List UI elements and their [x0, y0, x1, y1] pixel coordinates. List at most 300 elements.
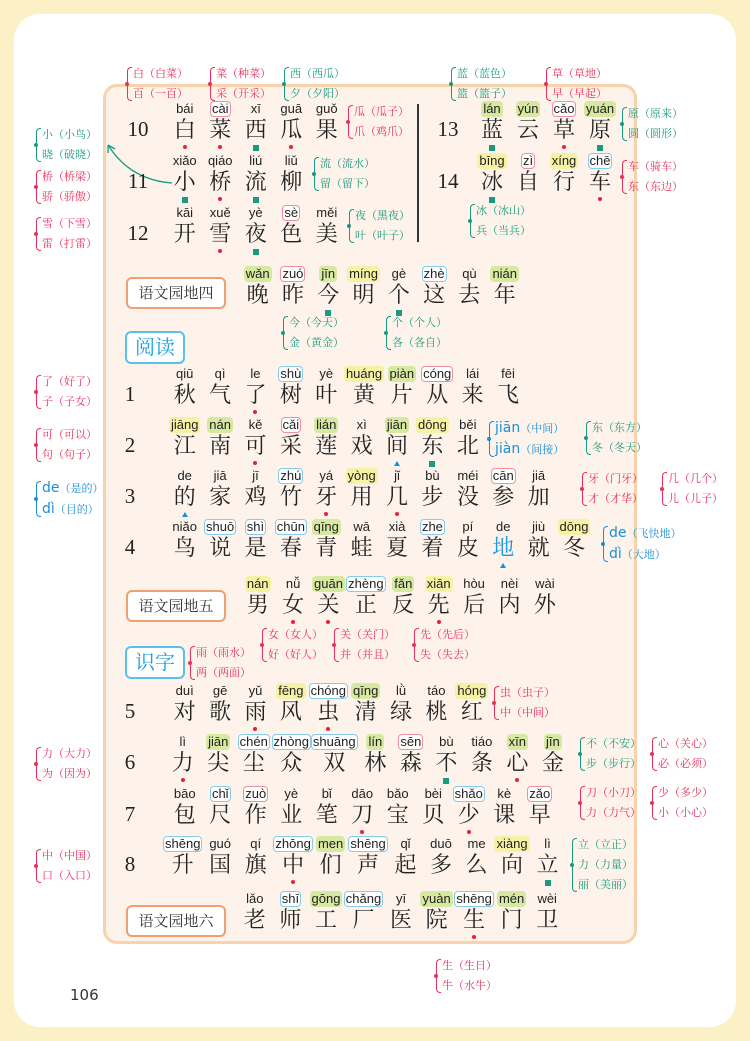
- hanzi: 卫: [536, 908, 559, 933]
- note-char: 力: [42, 747, 53, 760]
- note-char: 少: [658, 786, 669, 799]
- note-line: [457, 84, 512, 104]
- pinyin: lán: [483, 101, 501, 116]
- red-dot-icon: [181, 778, 185, 782]
- note-word: （女人）: [279, 628, 323, 641]
- note-line: [42, 145, 97, 165]
- pinyin: liú: [249, 153, 263, 168]
- note-char: 冬: [592, 441, 603, 454]
- pinyin: hòu: [463, 576, 485, 591]
- hanzi: 行: [552, 170, 575, 195]
- word-note: [662, 469, 723, 509]
- hanzi: 采: [279, 434, 302, 459]
- char-row-11: [167, 153, 309, 197]
- word-note: [470, 201, 531, 241]
- pinyin: zuó: [282, 266, 304, 281]
- note-line: [42, 214, 97, 234]
- note-line: [500, 683, 555, 703]
- hanzi: 内: [498, 593, 521, 618]
- hanzi: 雪: [209, 222, 232, 247]
- char-cell: [546, 153, 582, 197]
- note-line: [658, 803, 713, 823]
- word-note: [284, 64, 345, 104]
- note-char: 圆: [628, 127, 639, 140]
- pinyin: xī: [250, 101, 261, 116]
- row-number: 12: [127, 221, 149, 245]
- pinyin: xià: [388, 519, 406, 534]
- note-line: [320, 154, 375, 174]
- note-word: （早起）: [563, 87, 607, 100]
- note-word: （子女）: [53, 395, 97, 408]
- section-garden-6: 语文园地六: [126, 905, 226, 937]
- hanzi: 宝: [386, 803, 409, 828]
- pinyin: yī: [395, 891, 407, 906]
- char-cell: [521, 468, 556, 512]
- word-note: [451, 64, 512, 104]
- note-char: 才: [588, 492, 599, 505]
- note-char: 骄: [42, 190, 53, 203]
- note-word: （破晓）: [53, 148, 97, 161]
- note-line: [578, 875, 633, 895]
- page-number: 106: [70, 986, 99, 1004]
- pinyin: qīng: [353, 683, 379, 698]
- word-note: [36, 125, 97, 165]
- char-cell: [309, 417, 344, 461]
- char-cell: [309, 519, 344, 563]
- note-char: 东: [592, 421, 603, 434]
- char-cell: [464, 734, 500, 778]
- char-cell: [275, 576, 310, 620]
- note-char: jiàn: [495, 441, 521, 457]
- char-cell: [237, 891, 273, 935]
- char-cell: [415, 417, 450, 461]
- pinyin: zhè: [423, 266, 445, 281]
- note-word: （好了）: [53, 375, 97, 388]
- pinyin: sēn: [400, 734, 422, 749]
- note-word: （间接）: [520, 443, 565, 456]
- word-note: [580, 783, 641, 823]
- char-cell: [358, 734, 394, 778]
- pinyin: xiǎo: [172, 153, 197, 168]
- pinyin: de: [495, 519, 511, 534]
- pinyin: jiù: [532, 519, 546, 534]
- word-note: [36, 425, 97, 465]
- row-number: 5: [124, 699, 136, 723]
- word-note: [334, 625, 395, 665]
- hanzi: 牙: [315, 485, 338, 510]
- note-word: （白菜）: [144, 67, 188, 80]
- note-word: （草地）: [563, 67, 607, 80]
- hanzi: 反: [392, 593, 415, 618]
- char-cell: [273, 683, 308, 727]
- hanzi: 老: [243, 908, 266, 933]
- note-word: （先后）: [431, 628, 475, 641]
- char-cell: [415, 519, 450, 563]
- note-char: 并: [340, 648, 351, 661]
- note-word: （开采）: [227, 87, 271, 100]
- char-cell: [167, 366, 202, 410]
- char-cell: [381, 266, 416, 310]
- note-word: （夕阳）: [301, 87, 345, 100]
- char-row-12: [167, 205, 345, 249]
- char-row-garden-4: [240, 266, 522, 310]
- note-line: [392, 313, 447, 333]
- hanzi: 菜: [209, 118, 232, 143]
- pinyin: xiān: [426, 576, 451, 591]
- pinyin: liǔ: [284, 153, 298, 168]
- char-cell: [419, 891, 455, 935]
- word-note: [489, 418, 564, 460]
- note-char: 留: [320, 177, 331, 190]
- char-cell: [582, 153, 618, 197]
- pinyin: táo: [427, 683, 446, 698]
- note-char: 女: [268, 628, 279, 641]
- char-cell: [309, 683, 348, 727]
- hanzi: 多: [430, 853, 453, 878]
- char-cell: [521, 519, 556, 563]
- hanzi: 草: [552, 118, 575, 143]
- note-line: [442, 976, 497, 996]
- pinyin: shù: [280, 366, 302, 381]
- pinyin: lì: [544, 836, 551, 851]
- pinyin: xíng: [551, 153, 577, 168]
- pinyin: jiān: [208, 734, 229, 749]
- note-line: [289, 313, 344, 333]
- note-word: （才华）: [599, 492, 643, 505]
- char-cell: [344, 891, 383, 935]
- note-char: jiān: [495, 420, 521, 436]
- hanzi: 黄: [353, 383, 376, 408]
- note-char: de: [609, 525, 627, 541]
- pinyin: cǎi: [282, 417, 300, 432]
- pinyin: cài: [211, 101, 229, 116]
- char-cell: [582, 101, 618, 145]
- note-char: 了: [42, 375, 53, 388]
- hanzi: 戏: [350, 434, 373, 459]
- note-line: [552, 84, 607, 104]
- char-cell: [386, 576, 421, 620]
- char-cell: [167, 153, 203, 197]
- note-char: 百: [133, 87, 144, 100]
- char-cell: [379, 417, 414, 461]
- pinyin: nèi: [500, 576, 519, 591]
- char-cell: [494, 836, 530, 880]
- note-char: 丽: [578, 878, 589, 891]
- pinyin: qiáo: [207, 153, 233, 168]
- char-cell: [274, 205, 310, 249]
- teal-square-icon: [597, 145, 603, 151]
- char-cell: [238, 366, 273, 410]
- hanzi: 美: [315, 222, 338, 247]
- note-word: （关门）: [351, 628, 395, 641]
- char-cell: [379, 519, 414, 563]
- teal-square-icon: [253, 145, 259, 151]
- hanzi: 升: [171, 853, 194, 878]
- note-word: （飞快地）: [626, 527, 682, 540]
- note-word: （门牙）: [599, 472, 643, 485]
- char-cell: [379, 468, 414, 512]
- char-cell: [238, 153, 274, 197]
- teal-square-icon: [253, 197, 259, 203]
- note-word: （鸡爪）: [365, 125, 409, 138]
- pinyin: lái: [466, 366, 480, 381]
- note-word: （冰山）: [487, 204, 531, 217]
- pinyin: dōng: [417, 417, 447, 432]
- word-note: [603, 523, 682, 565]
- note-line: [457, 64, 512, 84]
- row-number: 10: [127, 117, 149, 141]
- pinyin: jiā: [532, 468, 546, 483]
- word-note: [262, 625, 323, 665]
- word-note: [652, 734, 713, 774]
- pinyin: kāi: [176, 205, 194, 220]
- hanzi: 小: [173, 170, 196, 195]
- note-line: [628, 157, 683, 177]
- char-cell: [273, 519, 308, 563]
- note-word: （步行）: [597, 757, 641, 770]
- note-line: [586, 754, 641, 774]
- note-line: [290, 84, 345, 104]
- char-cell: [238, 101, 274, 145]
- note-char: 早: [552, 87, 563, 100]
- char-cell: [454, 891, 493, 935]
- note-word: （力量）: [589, 858, 633, 871]
- note-char: 金: [289, 336, 300, 349]
- char-cell: [240, 576, 275, 620]
- char-cell: [456, 576, 491, 620]
- char-cell: [273, 468, 308, 512]
- note-word: （下雪）: [53, 217, 97, 230]
- pinyin: guǒ: [315, 101, 338, 116]
- note-line: [668, 489, 723, 509]
- pinyin: kě: [248, 417, 263, 432]
- note-word: （流水）: [331, 157, 375, 170]
- pinyin: men: [317, 836, 344, 851]
- hanzi: 师: [279, 908, 302, 933]
- word-note: [314, 154, 375, 194]
- section-garden-4: 语文园地四: [126, 277, 226, 309]
- hanzi: 西: [244, 118, 267, 143]
- note-line: [586, 734, 641, 754]
- char-cell: [416, 266, 451, 310]
- char-cell: [202, 417, 237, 461]
- char-cell: [309, 101, 345, 145]
- teal-square-icon: [253, 249, 259, 255]
- pinyin: yún: [517, 101, 539, 116]
- pinyin: fēng: [278, 683, 304, 698]
- char-row-13: [474, 101, 618, 145]
- word-note: [36, 167, 97, 207]
- char-cell: [474, 153, 510, 197]
- hanzi: 正: [354, 593, 377, 618]
- pinyin: yòng: [347, 468, 376, 483]
- note-char: 先: [420, 628, 431, 641]
- hanzi: 国: [209, 853, 232, 878]
- note-word: （是的）: [59, 482, 104, 495]
- note-line: [42, 478, 104, 499]
- note-line: [392, 333, 447, 353]
- word-note: [349, 206, 410, 246]
- char-cell: [429, 734, 465, 778]
- hanzi: 声: [357, 853, 380, 878]
- note-char: 步: [586, 757, 597, 770]
- pinyin: míng: [349, 266, 378, 281]
- note-char: 雪: [42, 217, 53, 230]
- hanzi: 原: [588, 118, 611, 143]
- char-cell: [274, 153, 310, 197]
- pinyin: qí: [250, 836, 262, 851]
- char-cell: [415, 468, 450, 512]
- hanzi: 双: [323, 751, 346, 776]
- char-cell: [311, 266, 346, 310]
- pinyin: chē: [589, 153, 611, 168]
- note-word: （力气）: [597, 806, 641, 819]
- note-line: [42, 125, 97, 145]
- hanzi: 叶: [315, 383, 338, 408]
- pinyin: chǎng: [345, 891, 382, 906]
- hanzi: 间: [386, 434, 409, 459]
- note-word: （儿子）: [679, 492, 723, 505]
- note-line: [42, 499, 104, 520]
- char-cell: [203, 205, 239, 249]
- note-char: 两: [196, 666, 207, 679]
- note-line: [42, 425, 97, 445]
- hanzi: 厂: [352, 908, 375, 933]
- pinyin: wā: [353, 519, 370, 534]
- note-line: [628, 124, 683, 144]
- char-row-2: [167, 417, 486, 461]
- note-word: （小心）: [669, 806, 713, 819]
- blue-triangle-icon: [182, 512, 188, 517]
- char-cell: [416, 786, 452, 830]
- note-word: （大地）: [621, 548, 666, 561]
- hanzi: 是: [244, 536, 267, 561]
- word-note: [386, 313, 447, 353]
- pinyin: yǔ: [248, 683, 263, 698]
- hanzi: 用: [350, 485, 373, 510]
- char-cell: [311, 576, 346, 620]
- hanzi: 年: [493, 283, 516, 308]
- pinyin: niǎo: [172, 519, 197, 534]
- row-number: 7: [124, 802, 136, 826]
- char-cell: [450, 468, 485, 512]
- pinyin: bù: [425, 468, 440, 483]
- char-cell: [535, 734, 571, 778]
- note-word: （个人）: [403, 316, 447, 329]
- hanzi: 蛙: [350, 536, 373, 561]
- note-char: 采: [216, 87, 227, 100]
- pinyin: jīn: [321, 266, 336, 281]
- pinyin: tiáo: [471, 734, 493, 749]
- note-word: （冬天）: [603, 441, 647, 454]
- note-line: [354, 102, 409, 122]
- hanzi: 众: [280, 751, 303, 776]
- char-cell: [474, 101, 510, 145]
- hanzi: 少: [457, 803, 480, 828]
- note-line: [578, 835, 633, 855]
- pinyin: guān: [314, 576, 343, 591]
- hanzi: 鸡: [244, 485, 267, 510]
- pinyin: yá: [319, 468, 334, 483]
- word-note: [494, 683, 555, 723]
- pinyin: yè: [284, 786, 299, 801]
- char-row-3: [167, 468, 556, 512]
- pinyin: shēng: [350, 836, 386, 851]
- hanzi: 飞: [496, 383, 519, 408]
- pinyin: jǐ: [394, 468, 400, 483]
- note-line: [420, 645, 475, 665]
- char-row-14: [474, 153, 618, 197]
- row-number: 3: [124, 484, 136, 508]
- char-cell: [274, 101, 310, 145]
- char-cell: [522, 786, 558, 830]
- hanzi: 个: [387, 283, 410, 308]
- note-line: [500, 703, 555, 723]
- hanzi: 江: [173, 434, 196, 459]
- hanzi: 外: [533, 593, 556, 618]
- row-number: 1: [124, 382, 136, 406]
- hanzi: 云: [516, 118, 539, 143]
- teal-square-icon: [429, 461, 435, 467]
- hanzi: 先: [427, 593, 450, 618]
- row-number: 11: [127, 169, 149, 193]
- char-cell: [487, 266, 522, 310]
- char-cell: [308, 891, 344, 935]
- char-row-10: [167, 101, 345, 145]
- note-line: [586, 783, 641, 803]
- char-cell: [380, 786, 416, 830]
- note-char: 冰: [476, 204, 487, 217]
- pinyin: běi: [459, 417, 477, 432]
- hanzi: 从: [426, 383, 449, 408]
- pinyin: fēi: [501, 366, 515, 381]
- hanzi: 尘: [242, 751, 265, 776]
- hanzi: 课: [493, 803, 516, 828]
- hanzi: 家: [209, 485, 232, 510]
- note-char: 车: [628, 160, 639, 173]
- pinyin: yuàn: [422, 891, 451, 906]
- char-cell: [272, 734, 311, 778]
- note-char: 心: [658, 737, 669, 750]
- pinyin: nǚ: [285, 576, 301, 591]
- pinyin: duì: [175, 683, 194, 698]
- pinyin: nán: [209, 417, 231, 432]
- pinyin: xīn: [508, 734, 526, 749]
- pinyin: pí: [462, 519, 474, 534]
- note-line: [196, 663, 251, 683]
- note-word: （因为）: [53, 767, 97, 780]
- pinyin: xuě: [209, 205, 231, 220]
- note-char: 夕: [290, 87, 301, 100]
- pinyin: qīng: [313, 519, 339, 534]
- hanzi: 说: [209, 536, 232, 561]
- hanzi: 后: [463, 593, 486, 618]
- word-note: [586, 418, 647, 458]
- char-cell: [273, 366, 308, 410]
- note-char: dì: [42, 501, 55, 517]
- hanzi: 开: [173, 222, 196, 247]
- word-note: [210, 64, 271, 104]
- note-line: [588, 469, 643, 489]
- char-cell: [348, 683, 383, 727]
- char-cell: [273, 891, 309, 935]
- note-char: 流: [320, 157, 331, 170]
- hanzi: 们: [319, 853, 342, 878]
- hanzi: 北: [456, 434, 479, 459]
- char-row-5: [167, 683, 490, 727]
- note-line: [42, 187, 97, 207]
- note-word: （篮子）: [468, 87, 512, 100]
